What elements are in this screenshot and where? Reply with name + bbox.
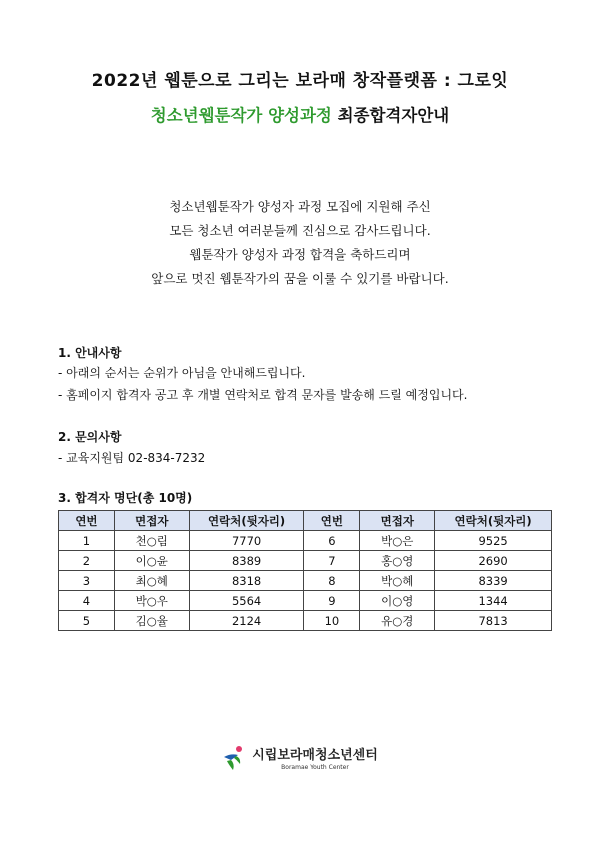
cell-contact: 8339 (435, 571, 552, 591)
table-row (59, 531, 552, 551)
cell-number: 2 (59, 551, 115, 571)
table-row (59, 591, 552, 611)
cell-contact: 5564 (189, 591, 304, 611)
inquiry-contact: - 교육지원팀 02-834-7232 (58, 451, 206, 465)
cell-number: 4 (59, 591, 115, 611)
header-contact: 연락처(뒷자리) (189, 511, 304, 531)
notice-item: - 아래의 순서는 순위가 아님을 안내해드립니다. (58, 366, 306, 380)
inquiry-heading: 2. 문의사항 (58, 430, 122, 444)
cell-name: 홍○영 (360, 551, 435, 571)
cell-number: 7 (304, 551, 360, 571)
winner-list-heading: 3. 합격자 명단(총 10명) (58, 491, 193, 505)
cell-name: 유○경 (360, 611, 435, 631)
cell-number: 1 (59, 531, 115, 551)
cell-contact: 8389 (189, 551, 304, 571)
org-name-korean: 시립보라매청소년센터 (252, 748, 378, 763)
cell-name: 천○림 (114, 531, 189, 551)
cell-name: 박○은 (360, 531, 435, 551)
cell-contact: 7813 (435, 611, 552, 631)
title-program-name: 청소년웹툰작가 양성과정 (150, 106, 332, 125)
header-interviewee: 면접자 (114, 511, 189, 531)
table-row (59, 611, 552, 631)
cell-name: 박○혜 (360, 571, 435, 591)
cell-number: 9 (304, 591, 360, 611)
org-name-english: Boramae Youth Center (281, 764, 349, 771)
intro-line: 앞으로 멋진 웹툰작가의 꿈을 이룰 수 있기를 바랍니다. (151, 271, 449, 286)
cell-number: 6 (304, 531, 360, 551)
cell-name: 최○혜 (114, 571, 189, 591)
header-interviewee: 면접자 (360, 511, 435, 531)
header-number: 연번 (304, 511, 360, 531)
cell-contact: 8318 (189, 571, 304, 591)
header-contact: 연락처(뒷자리) (435, 511, 552, 531)
header-number: 연번 (59, 511, 115, 531)
winners-table (58, 510, 552, 631)
cell-contact: 7770 (189, 531, 304, 551)
cell-number: 10 (304, 611, 360, 631)
org-name (252, 744, 378, 771)
cell-number: 5 (59, 611, 115, 631)
cell-number: 3 (59, 571, 115, 591)
title-result-notice: 최종합격자안내 (331, 106, 450, 125)
table-row (59, 571, 552, 591)
cell-number: 8 (304, 571, 360, 591)
cell-contact: 2690 (435, 551, 552, 571)
table-header-row (59, 511, 552, 531)
intro-line: 웹툰작가 양성자 과정 합격을 축하드리며 (189, 247, 411, 262)
title-line-1: 2022년 웹툰으로 그리는 보라매 창작플랫폼 : 그로잇 (91, 71, 509, 91)
intro-line: 청소년웹툰작가 양성자 과정 모집에 지원해 주신 (169, 199, 431, 214)
cell-name: 이○영 (360, 591, 435, 611)
org-logo (0, 744, 600, 771)
intro-line: 모든 청소년 여러분들께 진심으로 감사드립니다. (169, 223, 431, 238)
title-line-2 (0, 102, 600, 126)
table-row (59, 551, 552, 571)
cell-name: 김○율 (114, 611, 189, 631)
notice-heading: 1. 안내사항 (58, 346, 122, 360)
cell-contact: 2124 (189, 611, 304, 631)
notice-item: - 홈페이지 합격자 공고 후 개별 연락처로 합격 문자를 발송해 드릴 예정입니다. (58, 388, 468, 402)
boramae-figure-logo-icon (222, 745, 246, 771)
cell-contact: 9525 (435, 531, 552, 551)
cell-name: 이○윤 (114, 551, 189, 571)
cell-name: 박○우 (114, 591, 189, 611)
intro-message (0, 195, 600, 291)
cell-contact: 1344 (435, 591, 552, 611)
